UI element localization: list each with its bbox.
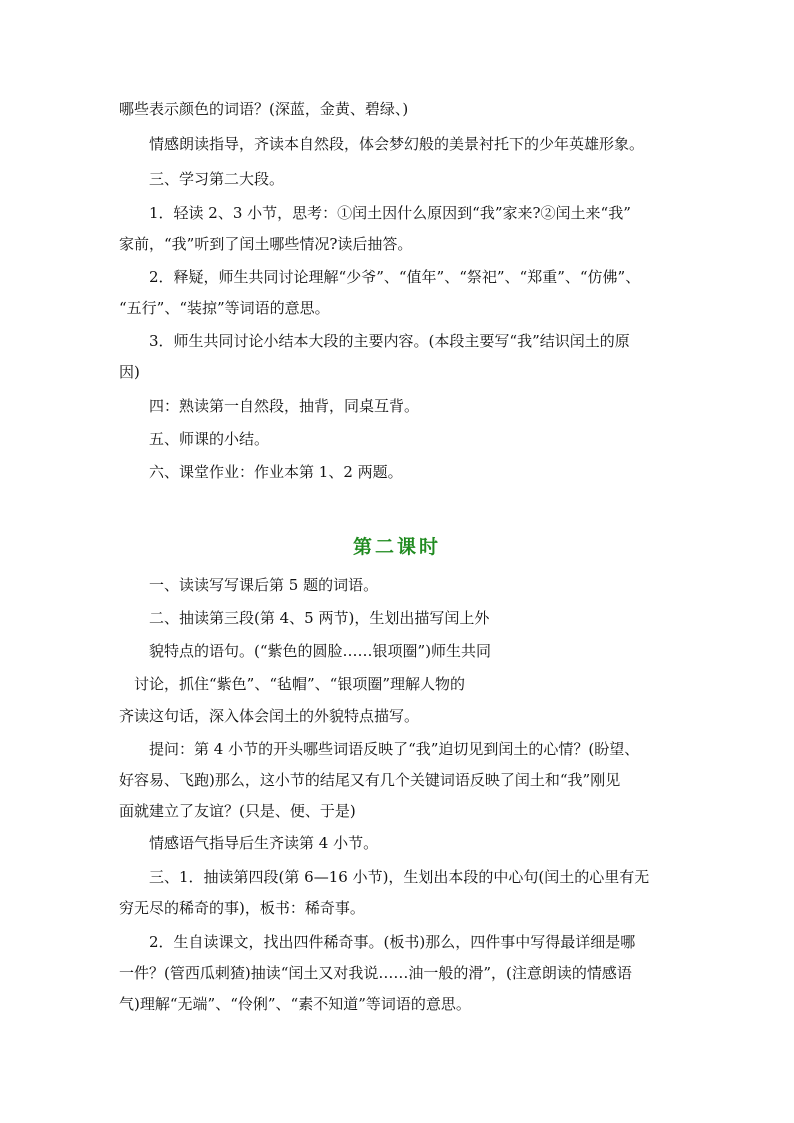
text-line: 1．轻读 2、3 小节，思考：①闰土因什么原因到“我”家来?②闰土来“我” <box>149 204 631 222</box>
text-line: 貌特点的语句。(“紫色的圆脸……银项圈”)师生共同 <box>149 642 492 660</box>
text-line: 好容易、飞跑)那么，这小节的结尾又有几个关键词语反映了闰土和“我”刚见 <box>119 771 621 789</box>
text-line: 情感朗读指导，齐读本自然段，体会梦幻般的美景衬托下的少年英雄形象。 <box>149 135 645 153</box>
text-line: 二、抽读第三段(第 4、5 两节)，生划出描写闰上外 <box>149 609 490 627</box>
section-heading: 第二课时 <box>352 536 441 558</box>
text-line: 2．释疑，师生共同讨论理解“少爷”、“值年”、“祭祀”、“郑重”、“仿佛”、 <box>149 268 641 286</box>
text-line: 讨论，抓住“紫色”、“毡帽”、“银项圈”理解人物的 <box>134 675 466 693</box>
text-line: 一、读读写写课后第 5 题的词语。 <box>149 576 379 594</box>
text-line: 因) <box>119 363 140 381</box>
text-line: 提问：第 4 小节的开头哪些词语反映了“我”迫切见到闰土的心情？(盼望、 <box>149 740 640 758</box>
text-line: 五、师课的小结。 <box>149 430 270 448</box>
text-line: 面就建立了友谊？(只是、便、于是) <box>119 802 356 820</box>
text-line: 一件？(管西瓜刺猹)抽读“闰土又对我说……油一般的滑”，(注意朗读的情感语 <box>119 964 632 982</box>
text-line: 2．生自读课文，找出四件稀奇事。(板书)那么，四件事中写得最详细是哪 <box>149 933 636 951</box>
text-line: 三、1．抽读第四段(第 6—16 小节)，生划出本段的中心句(闰土的心里有无 <box>149 868 650 886</box>
text-line: 四：熟读第一自然段，抽背，同桌互背。 <box>149 397 420 415</box>
text-line: 3．师生共同讨论小结本大段的主要内容。(本段主要写“我”结识闰土的原 <box>149 332 630 350</box>
text-line: 六、课堂作业：作业本第 1、2 两题。 <box>149 463 403 481</box>
text-line: “五行”、“装掠”等词语的意思。 <box>119 299 330 317</box>
text-line: 家前，“我”听到了闰土哪些情况?读后抽答。 <box>119 235 413 253</box>
text-line: 情感语气指导后生齐读第 4 小节。 <box>149 834 379 852</box>
text-line: 三、学习第二大段。 <box>149 170 285 188</box>
text-line: 穷无尽的稀奇的事)，板书：稀奇事。 <box>119 899 365 917</box>
text-line: 气)理解“无端”、“伶俐”、“素不知道”等词语的意思。 <box>119 995 471 1013</box>
text-line: 哪些表示颜色的词语？(深蓝，金黄、碧绿、) <box>119 100 409 118</box>
text-line: 齐读这句话，深入体会闰土的外貌特点描写。 <box>119 707 420 725</box>
